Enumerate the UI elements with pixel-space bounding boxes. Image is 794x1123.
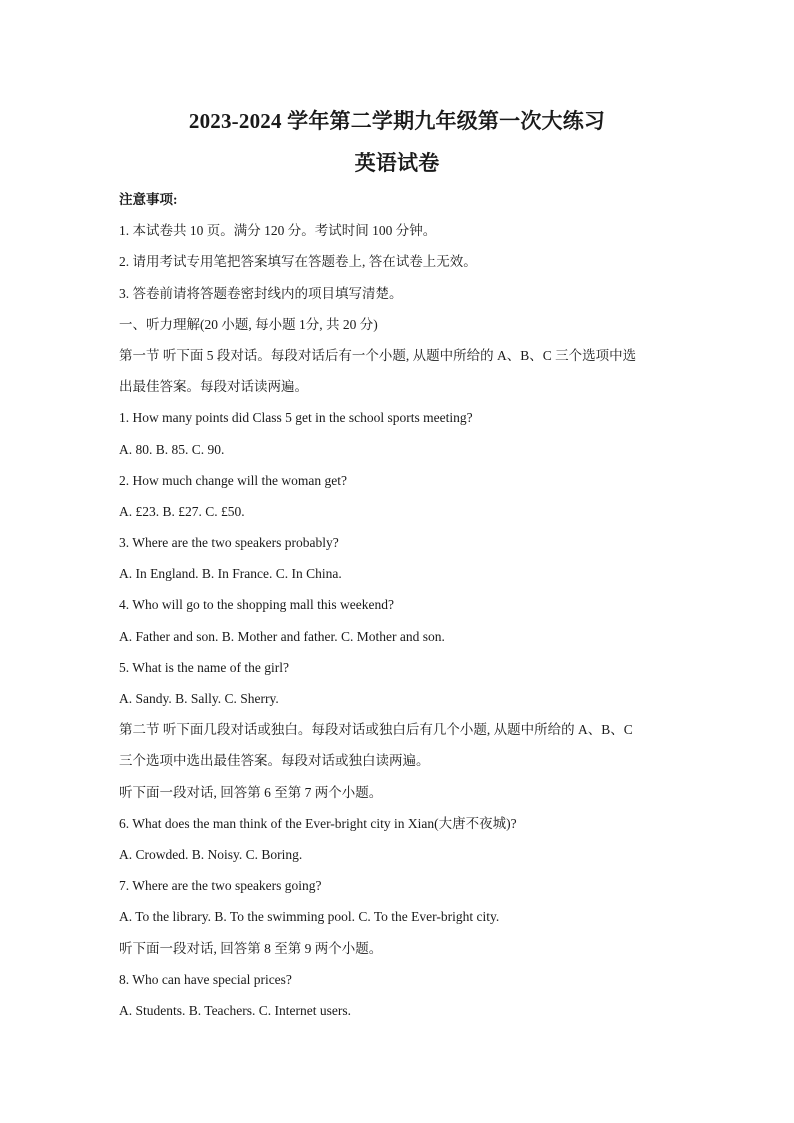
section-instruction: 三个选项中选出最佳答案。每段对话或独白读两遍。 (119, 753, 430, 769)
question-options: A. Students. B. Teachers. C. Internet users. (119, 1002, 352, 1018)
section-instruction: 第一节 听下面 5 段对话。每段对话后有一个小题, 从题中所给的 A、B、C 三个选项中选 (119, 347, 637, 363)
section-instruction: 第二节 听下面几段对话或独白。每段对话或独白后有几个小题, 从题中所给的 A、B、C (119, 722, 633, 738)
question: 1. How many points did Class 5 get in the school sports meeting? (119, 410, 473, 426)
question: 3. Where are the two speakers probably? (119, 535, 339, 551)
question: 6. What does the man think of the Ever-bright city in Xian(大唐不夜城)? (119, 815, 517, 831)
question: 2. How much change will the woman get? (119, 472, 347, 488)
notice-item: 1. 本试卷共 10 页。满分 120 分。考试时间 100 分钟。 (119, 223, 437, 239)
notice-heading: 注意事项: (119, 192, 178, 207)
question: 7. Where are the two speakers going? (119, 878, 322, 894)
section-instruction: 出最佳答案。每段对话读两遍。 (119, 379, 308, 395)
exam-subtitle: 英语试卷 (354, 151, 440, 175)
notice-item: 2. 请用考试专用笔把答案填写在答题卷上, 答在试卷上无效。 (119, 254, 477, 270)
section-heading: 一、听力理解(20 小题, 每小题 1分, 共 20 分) (119, 316, 378, 332)
question: 8. Who can have special prices? (119, 971, 292, 987)
question-options: A. Sandy. B. Sally. C. Sherry. (119, 691, 279, 706)
question-options: A. £23. B. £27. C. £50. (119, 503, 245, 519)
question-options: A. 80. B. 85. C. 90. (119, 441, 225, 457)
dialogue-instruction: 听下面一段对话, 回答第 6 至第 7 两个小题。 (119, 784, 383, 800)
dialogue-instruction: 听下面一段对话, 回答第 8 至第 9 两个小题。 (119, 940, 383, 956)
question-options: A. In England. B. In France. C. In China. (119, 566, 342, 582)
question-options: A. To the library. B. To the swimming pool. C. To the Ever-bright city. (119, 909, 500, 925)
exam-content (119, 184, 679, 1026)
question: 5. What is the name of the girl? (119, 659, 289, 675)
question-options: A. Father and son. B. Mother and father. C. Mother and son. (119, 628, 445, 644)
exam-title: 2023-2024 学年第二学期九年级第一次大练习 (188, 109, 606, 133)
question: 4. Who will go to the shopping mall this weekend? (119, 597, 394, 613)
question-options: A. Crowded. B. Noisy. C. Boring. (119, 846, 303, 862)
notice-item: 3. 答卷前请将答题卷密封线内的项目填写清楚。 (119, 285, 403, 301)
